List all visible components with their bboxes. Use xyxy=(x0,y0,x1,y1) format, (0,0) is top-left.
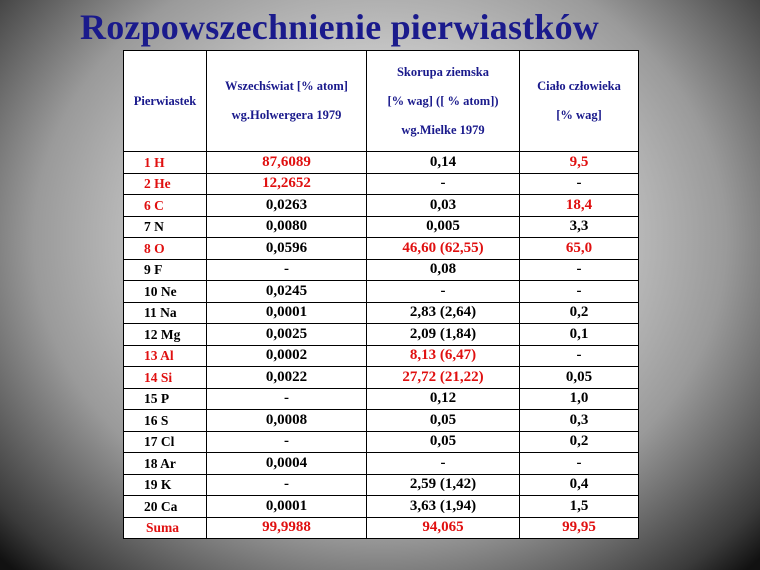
cell-crust: 27,72 (21,22) xyxy=(367,367,520,389)
cell-universe: 12,2652 xyxy=(207,173,367,195)
table-body xyxy=(124,152,639,539)
cell-universe: - xyxy=(207,431,367,453)
table-row xyxy=(124,195,639,217)
cell-body: 0,05 xyxy=(520,367,639,389)
cell-element: 15 P xyxy=(124,388,207,410)
cell-crust: 8,13 (6,47) xyxy=(367,345,520,367)
cell-body: - xyxy=(520,281,639,303)
header-body-line-1: Ciało człowieka xyxy=(537,79,621,93)
table-row xyxy=(124,345,639,367)
cell-body: 9,5 xyxy=(520,152,639,174)
cell-universe: 0,0022 xyxy=(207,367,367,389)
cell-universe: 0,0596 xyxy=(207,238,367,260)
table-row xyxy=(124,238,639,260)
cell-element: 11 Na xyxy=(124,302,207,324)
header-element-line: Pierwiastek xyxy=(133,93,197,108)
cell-element: 13 Al xyxy=(124,345,207,367)
cell-body: 1,5 xyxy=(520,496,639,518)
table-row xyxy=(124,259,639,281)
cell-universe: 0,0263 xyxy=(207,195,367,217)
table-row xyxy=(124,431,639,453)
sum-row xyxy=(124,517,639,539)
cell-element: 17 Cl xyxy=(124,431,207,453)
cell-element: 9 F xyxy=(124,259,207,281)
header-crust-line-1: Skorupa ziemska xyxy=(396,64,490,79)
sum-crust: 94,065 xyxy=(367,517,520,539)
cell-element: 2 He xyxy=(124,173,207,195)
cell-crust: 46,60 (62,55) xyxy=(367,238,520,260)
table-row xyxy=(124,173,639,195)
cell-crust: 0,05 xyxy=(367,431,520,453)
cell-element: 19 K xyxy=(124,474,207,496)
header-body xyxy=(520,51,639,152)
cell-element: 1 H xyxy=(124,152,207,174)
cell-crust: - xyxy=(367,453,520,475)
cell-universe: 0,0001 xyxy=(207,496,367,518)
cell-element: 18 Ar xyxy=(124,453,207,475)
cell-body: 0,3 xyxy=(520,410,639,432)
cell-universe: 0,0001 xyxy=(207,302,367,324)
cell-body: 3,3 xyxy=(520,216,639,238)
table-header-row xyxy=(124,51,639,152)
cell-body: - xyxy=(520,259,639,281)
header-body-line-2: [% wag] xyxy=(556,108,602,122)
sum-body: 99,95 xyxy=(520,517,639,539)
table-row xyxy=(124,302,639,324)
cell-universe: 0,0025 xyxy=(207,324,367,346)
cell-element: 6 C xyxy=(124,195,207,217)
cell-body: 0,2 xyxy=(520,431,639,453)
cell-crust: 2,59 (1,42) xyxy=(367,474,520,496)
cell-body: 0,1 xyxy=(520,324,639,346)
sum-label: Suma xyxy=(124,517,207,539)
table-row xyxy=(124,474,639,496)
abundance-table xyxy=(123,50,639,539)
cell-crust: 0,03 xyxy=(367,195,520,217)
cell-universe: - xyxy=(207,388,367,410)
cell-element: 12 Mg xyxy=(124,324,207,346)
table-row xyxy=(124,216,639,238)
header-crust-line-3: wg.Mielke 1979 xyxy=(401,122,485,137)
cell-universe: 0,0002 xyxy=(207,345,367,367)
table-row xyxy=(124,496,639,518)
table-row xyxy=(124,324,639,346)
cell-universe: 0,0245 xyxy=(207,281,367,303)
cell-body: 0,4 xyxy=(520,474,639,496)
header-universe xyxy=(207,51,367,152)
cell-universe: - xyxy=(207,474,367,496)
cell-element: 7 N xyxy=(124,216,207,238)
table-row xyxy=(124,410,639,432)
cell-body: 1,0 xyxy=(520,388,639,410)
cell-element: 14 Si xyxy=(124,367,207,389)
table-row xyxy=(124,388,639,410)
cell-body: - xyxy=(520,173,639,195)
cell-crust: 0,12 xyxy=(367,388,520,410)
cell-body: 65,0 xyxy=(520,238,639,260)
abundance-table-container xyxy=(123,50,638,539)
cell-universe: 87,6089 xyxy=(207,152,367,174)
cell-element: 8 O xyxy=(124,238,207,260)
header-crust-line-2: [% wag] ([ % atom]) xyxy=(387,93,499,108)
cell-element: 16 S xyxy=(124,410,207,432)
cell-element: 20 Ca xyxy=(124,496,207,518)
cell-crust: 3,63 (1,94) xyxy=(367,496,520,518)
cell-element: 10 Ne xyxy=(124,281,207,303)
table-row xyxy=(124,152,639,174)
cell-body: 0,2 xyxy=(520,302,639,324)
cell-crust: 0,14 xyxy=(367,152,520,174)
table-row xyxy=(124,367,639,389)
page-title: Rozpowszechnienie pierwiastków xyxy=(80,7,599,47)
cell-universe: 0,0080 xyxy=(207,216,367,238)
table-row xyxy=(124,281,639,303)
cell-body: 18,4 xyxy=(520,195,639,217)
cell-universe: 0,0008 xyxy=(207,410,367,432)
cell-universe: - xyxy=(207,259,367,281)
sum-universe: 99,9988 xyxy=(207,517,367,539)
cell-crust: 0,005 xyxy=(367,216,520,238)
cell-crust: 2,09 (1,84) xyxy=(367,324,520,346)
cell-crust: 2,83 (2,64) xyxy=(367,302,520,324)
cell-body: - xyxy=(520,453,639,475)
cell-crust: 0,05 xyxy=(367,410,520,432)
header-universe-line-2: wg.Holwergera 1979 xyxy=(231,108,342,122)
cell-crust: - xyxy=(367,281,520,303)
header-universe-line-1: Wszechświat [% atom] xyxy=(225,79,348,93)
header-crust xyxy=(367,51,520,152)
table-row xyxy=(124,453,639,475)
cell-crust: 0,08 xyxy=(367,259,520,281)
cell-body: - xyxy=(520,345,639,367)
header-element xyxy=(124,51,207,152)
cell-crust: - xyxy=(367,173,520,195)
cell-universe: 0,0004 xyxy=(207,453,367,475)
